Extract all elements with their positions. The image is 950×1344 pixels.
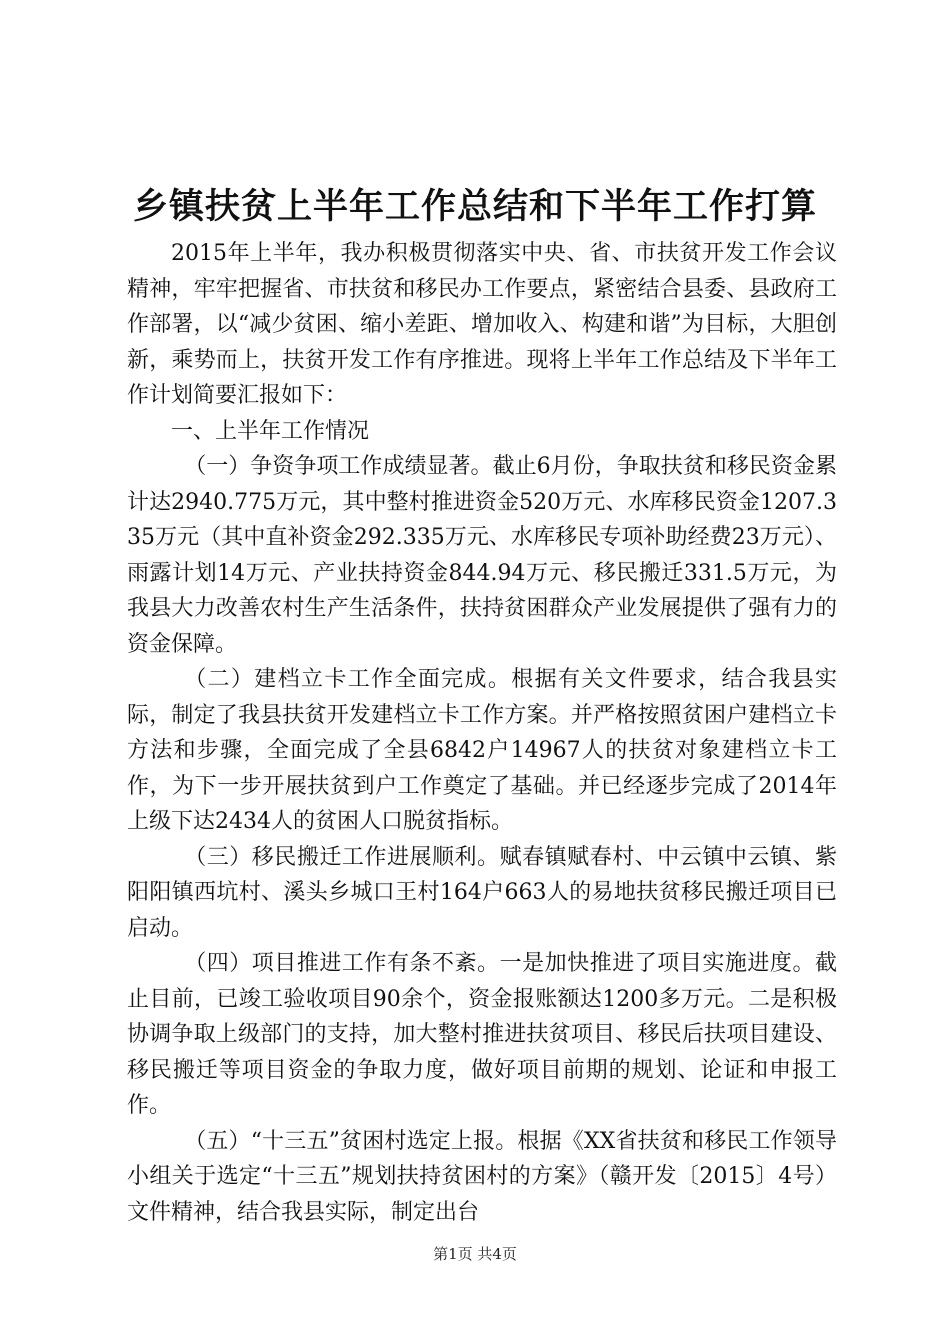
- paragraph-filing: （二）建档立卡工作全面完成。根据有关文件要求，结合我县实际，制定了我县扶贫开发建档立卡工作方案。并严格按照贫困户建档立卡方法和步骤，全面完成了全县6842户14967人的扶贫对象建档立卡工作，为下一步开展扶贫到户工作奠定了基础。并已经逐步完成了2014年上级下达2434人的贫困人口脱贫指标。: [127, 667, 837, 834]
- paragraph-village-selection: （五）“十三五”贫困村选定上报。根据《XX省扶贫和移民工作领导小组关于选定“十三五”规划扶持贫困村的方案》（赣开发〔2015〕4号）文件精神，结合我县实际，制定出台: [127, 1128, 837, 1225]
- section-heading: 一、上半年工作情况: [171, 418, 370, 444]
- intro-paragraph: 2015年上半年，我办积极贯彻落实中央、省、市扶贫开发工作会议精神，牢牢把握省、市扶贫和移民办工作要点，紧密结合县委、县政府工作部署，以“减少贫困、缩小差距、增加收入、构建和谐”为目标，大胆创新，乘势而上，扶贫开发工作有序推进。现将上半年工作总结及下半年工作计划简要汇报如下：: [127, 241, 837, 408]
- page-footer: 第1页 共4页: [433, 1245, 517, 1263]
- document-body: [127, 236, 837, 1230]
- paragraph-funding: （一）争资争项工作成绩显著。截止6月份，争取扶贫和移民资金累计达2940.775万元，其中整村推进资金520万元、水库移民资金1207.335万元（其中直补资金292.335万元、水库移民专项补助经费23万元）、雨露计划14万元、产业扶持资金844.94万元、移民搬迁331.5万元，为我县大力改善农村生产生活条件，扶持贫困群众产业发展提供了强有力的资金保障。: [127, 454, 837, 657]
- paragraph-relocation: （三）移民搬迁工作进展顺利。赋春镇赋春村、中云镇中云镇、紫阳阳镇西坑村、溪头乡城口王村164户663人的易地扶贫移民搬迁项目已启动。: [127, 844, 837, 941]
- paragraph-projects: （四）项目推进工作有条不紊。一是加快推进了项目实施进度。截止目前，已竣工验收项目90余个，资金报账额达1200多万元。二是积极协调争取上级部门的支持，加大整村推进扶贫项目、移民后扶项目建设、移民搬迁等项目资金的争取力度，做好项目前期的规划、论证和申报工作。: [127, 951, 837, 1118]
- document-title: 乡镇扶贫上半年工作总结和下半年工作打算: [132, 186, 817, 227]
